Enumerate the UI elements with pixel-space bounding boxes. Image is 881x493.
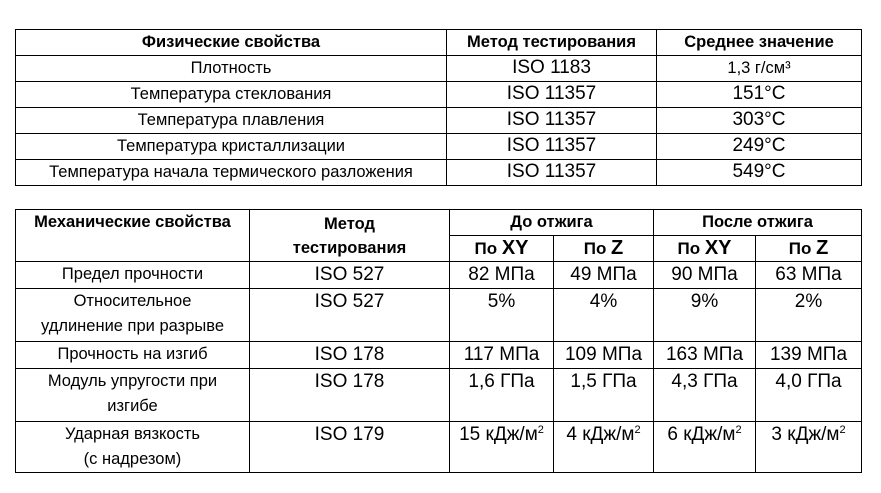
z-label: Z [816, 237, 829, 259]
property-cell: Температура начала термического разложения [16, 160, 447, 186]
before-xy-cell [450, 422, 554, 473]
table-row [16, 289, 862, 342]
by-label: По [583, 239, 612, 258]
after-xy-cell: 90 МПа [654, 262, 756, 289]
physical-property-header: Физические свойства [16, 30, 447, 56]
table-row [16, 82, 862, 108]
before-annealing-header: До отжига [450, 210, 654, 236]
before-xy-cell: 82 МПа [450, 262, 554, 289]
after-z-cell: 63 МПа [756, 262, 862, 289]
method-cell: ISO 527 [250, 289, 450, 342]
after-xy-cell [654, 422, 756, 473]
mechanical-property-header: Механические свойства [16, 210, 250, 262]
before-z-cell: 1,5 ГПа [554, 369, 654, 422]
table-row [16, 160, 862, 186]
property-cell: Температура стеклования [16, 82, 447, 108]
before-z-cell: 4% [554, 289, 654, 342]
property-cell: Плотность [16, 56, 447, 82]
method-cell: ISO 179 [250, 422, 450, 473]
by-label: По [788, 239, 817, 258]
value-text: 6 кДж/м [667, 424, 736, 445]
before-xy-cell: 117 МПа [450, 342, 554, 369]
after-xy-header [654, 236, 756, 262]
unit-power: 2 [735, 424, 742, 436]
z-label: Z [611, 237, 624, 259]
property-cell [16, 369, 250, 422]
value-cell: 151°C [657, 82, 862, 108]
table-row [16, 422, 862, 473]
table-row [16, 369, 862, 422]
property-cell: Предел прочности [16, 262, 250, 289]
after-xy-cell: 9% [654, 289, 756, 342]
method-header-line1: Метод [324, 214, 375, 233]
xy-label: XY [704, 237, 732, 259]
method-cell: ISO 11357 [447, 134, 657, 160]
after-xy-cell: 163 МПа [654, 342, 756, 369]
method-cell: ISO 178 [250, 369, 450, 422]
after-xy-cell: 4,3 ГПа [654, 369, 756, 422]
table-row [16, 134, 862, 160]
value-cell: 303°C [657, 108, 862, 134]
value-text: 4 кДж/м [566, 424, 635, 445]
property-line2: (с надрезом) [83, 450, 182, 468]
after-z-cell: 4,0 ГПа [756, 369, 862, 422]
property-cell: Температура кристаллизации [16, 134, 447, 160]
before-z-cell: 109 МПа [554, 342, 654, 369]
value-text: 15 кДж/м [459, 424, 538, 445]
before-z-cell: 49 МПа [554, 262, 654, 289]
value-cell: 549°C [657, 160, 862, 186]
property-line1: Модуль упругости при [47, 372, 218, 390]
table-row [16, 56, 862, 82]
method-cell: ISO 11357 [447, 82, 657, 108]
before-xy-cell: 1,6 ГПа [450, 369, 554, 422]
by-label: По [474, 239, 502, 258]
method-cell: ISO 1183 [447, 56, 657, 82]
property-cell: Температура плавления [16, 108, 447, 134]
physical-value-header: Среднее значение [657, 30, 862, 56]
unit-power: 2 [537, 424, 544, 436]
property-line2: изгибе [107, 397, 158, 415]
xy-label: XY [501, 237, 529, 259]
property-cell: Прочность на изгиб [16, 342, 250, 369]
mechanical-method-header [250, 210, 450, 262]
method-cell: ISO 178 [250, 342, 450, 369]
method-cell: ISO 11357 [447, 108, 657, 134]
value-text: 3 кДж/м [771, 424, 840, 445]
physical-method-header: Метод тестирования [447, 30, 657, 56]
by-label: По [677, 239, 705, 258]
value-cell: 249°C [657, 134, 862, 160]
property-cell [16, 289, 250, 342]
unit-power: 2 [839, 424, 846, 436]
mechanical-properties-table [15, 209, 862, 473]
method-cell: ISO 527 [250, 262, 450, 289]
before-z-cell [554, 422, 654, 473]
table-row [16, 342, 862, 369]
before-z-header [554, 236, 654, 262]
table-row [16, 108, 862, 134]
after-annealing-header: После отжига [654, 210, 862, 236]
before-xy-header [450, 236, 554, 262]
property-line1: Относительное [73, 292, 192, 310]
after-z-cell [756, 422, 862, 473]
physical-header-row [16, 30, 862, 56]
after-z-header [756, 236, 862, 262]
method-cell: ISO 11357 [447, 160, 657, 186]
physical-properties-table [15, 29, 862, 186]
before-xy-cell: 5% [450, 289, 554, 342]
value-cell: 1,3 г/см³ [657, 56, 862, 82]
after-z-cell: 139 МПа [756, 342, 862, 369]
property-line2: удлинение при разрыве [41, 317, 224, 335]
method-header-line2: тестирования [292, 238, 407, 257]
property-line1: Ударная вязкость [64, 425, 201, 443]
after-z-cell: 2% [756, 289, 862, 342]
property-cell [16, 422, 250, 473]
table-row [16, 262, 862, 289]
unit-power: 2 [634, 424, 641, 436]
mechanical-header-row [16, 210, 862, 236]
